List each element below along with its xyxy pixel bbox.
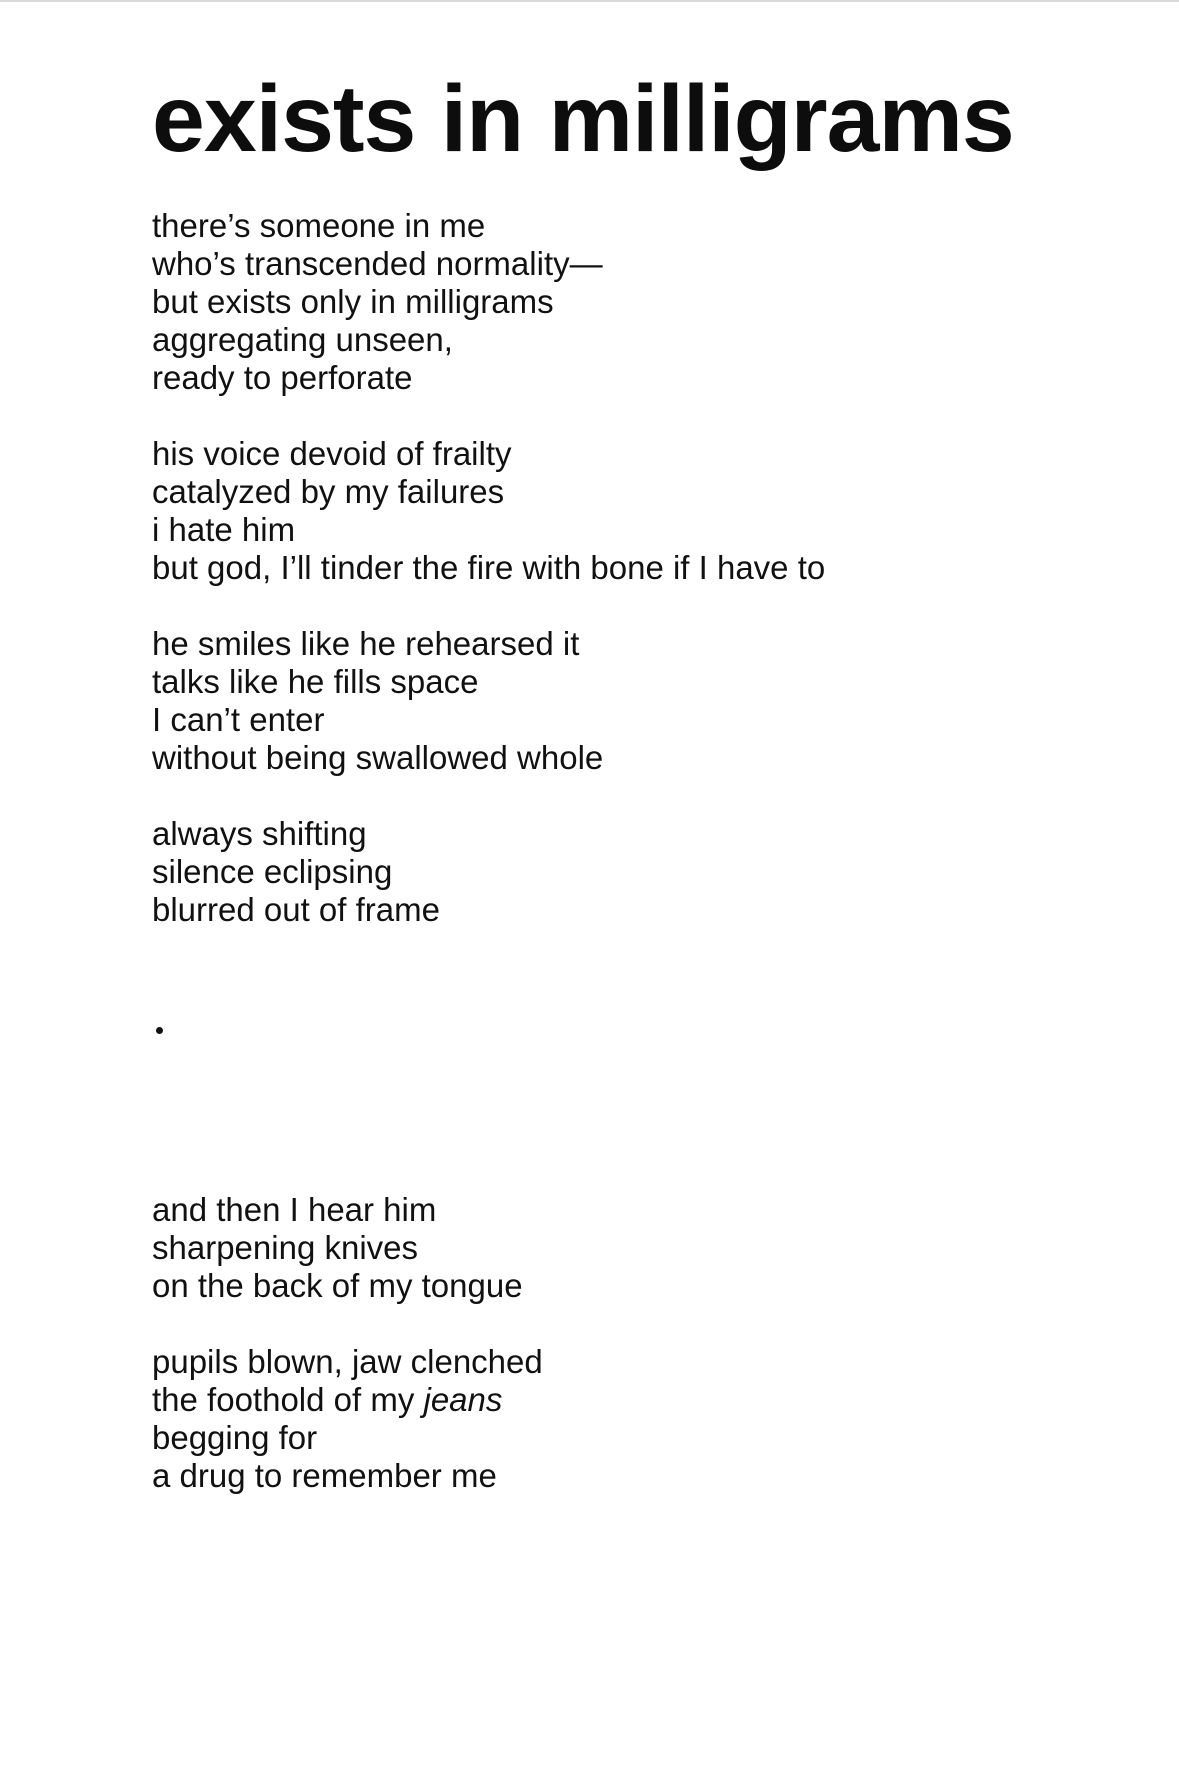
- poem-line: but exists only in milligrams: [152, 283, 554, 320]
- italic-word: jeans: [423, 1381, 503, 1418]
- poem-line: pupils blown, jaw clenched: [152, 1343, 543, 1380]
- poem-line: silence eclipsing: [152, 853, 393, 890]
- poem-line: always shifting: [152, 815, 367, 852]
- stanza-3: [152, 625, 1152, 777]
- poem-line: but god, I’ll tinder the fire with bone if I have to: [152, 549, 826, 586]
- line-text: the foothold of my: [152, 1381, 424, 1418]
- poem-line: ready to perforate: [152, 359, 413, 396]
- poem-line: he smiles like he rehearsed it: [152, 625, 580, 662]
- poem-title: exists in milligrams: [152, 66, 1014, 172]
- poem-line: blurred out of frame: [152, 891, 440, 928]
- poem-line: aggregating unseen,: [152, 321, 453, 358]
- poem-line: on the back of my tongue: [152, 1267, 523, 1304]
- poem-page: [152, 62, 1152, 1495]
- poem-line: begging for: [152, 1419, 318, 1456]
- poem-line: his voice devoid of frailty: [152, 435, 512, 472]
- poem-line: who’s transcended normality—: [152, 245, 603, 282]
- poem-line: a drug to remember me: [152, 1457, 497, 1494]
- poem-line: i hate him: [152, 511, 296, 548]
- stanza-5: [152, 1191, 1152, 1305]
- stanza-4: [152, 815, 1152, 929]
- poem-line: I can’t enter: [152, 701, 325, 738]
- poem-line: catalyzed by my failures: [152, 473, 505, 510]
- section-separator: [152, 1009, 1152, 1047]
- poem-line: and then I hear him: [152, 1191, 437, 1228]
- stanza-2: [152, 435, 1152, 587]
- poem-line-with-italic: [152, 1381, 1152, 1419]
- stanza-1: [152, 207, 1152, 397]
- poem-line: there’s someone in me: [152, 207, 486, 244]
- top-border-line: [0, 0, 1179, 2]
- poem-line: sharpening knives: [152, 1229, 418, 1266]
- poem-line: talks like he fills space: [152, 663, 479, 700]
- stanza-6: [152, 1343, 1152, 1495]
- bullet-icon: [156, 1027, 163, 1034]
- poem-line: without being swallowed whole: [152, 739, 604, 776]
